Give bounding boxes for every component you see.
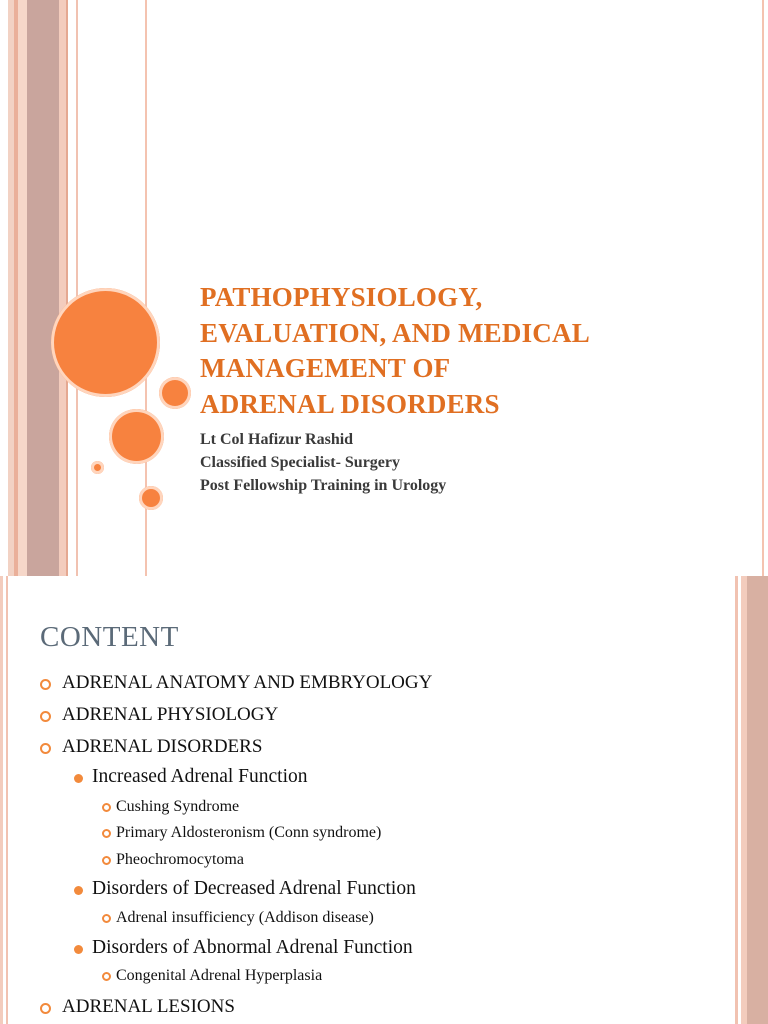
bullet-ring-icon xyxy=(102,856,111,865)
list-item: ADRENAL ANATOMY AND EMBRYOLOGY xyxy=(62,672,433,693)
bullet-ring-icon xyxy=(102,972,111,981)
slide-subtitle xyxy=(200,428,446,497)
decorative-circle xyxy=(91,461,104,474)
author-role: Classified Specialist- Surgery xyxy=(200,454,400,471)
bullet-ring-icon xyxy=(102,914,111,923)
list-item: Cushing Syndrome xyxy=(116,798,240,815)
decorative-stripe xyxy=(747,576,768,1024)
decorative-stripe xyxy=(76,0,78,576)
content-slide xyxy=(0,576,768,1024)
decorative-stripe xyxy=(6,576,8,1024)
decorative-stripe xyxy=(0,576,3,1024)
decorative-circle xyxy=(139,486,163,510)
list-item: Adrenal insufficiency (Addison disease) xyxy=(116,909,374,926)
title-line: EVALUATION, AND MEDICAL xyxy=(200,317,590,348)
decorative-circle xyxy=(51,288,160,397)
author-training: Post Fellowship Training in Urology xyxy=(200,477,447,494)
title-line: PATHOPHYSIOLOGY, xyxy=(200,282,483,312)
decorative-stripe xyxy=(735,576,738,1024)
bullet-dot-icon xyxy=(74,945,83,954)
decorative-stripe xyxy=(18,0,27,576)
decorative-stripe xyxy=(66,0,68,576)
author-name: Lt Col Hafizur Rashid xyxy=(200,431,354,448)
bullet-ring-icon xyxy=(40,743,51,754)
bullet-ring-icon xyxy=(40,1003,51,1014)
decorative-circle xyxy=(159,377,191,409)
slide-title xyxy=(200,280,670,422)
bullet-ring-icon xyxy=(102,803,111,812)
bullet-dot-icon xyxy=(74,774,83,783)
decorative-circle xyxy=(109,409,164,464)
title-line: ADRENAL DISORDERS xyxy=(200,388,500,419)
list-item: Disorders of Abnormal Adrenal Function xyxy=(92,937,413,958)
list-item: ADRENAL LESIONS xyxy=(62,996,235,1017)
list-item: Primary Aldosteronism (Conn syndrome) xyxy=(116,824,382,841)
list-item: Increased Adrenal Function xyxy=(92,766,308,787)
list-item: ADRENAL DISORDERS xyxy=(62,736,263,757)
list-item: ADRENAL PHYSIOLOGY xyxy=(62,704,279,725)
list-item: Pheochromocytoma xyxy=(116,851,244,868)
bullet-ring-icon xyxy=(40,679,51,690)
list-item: Disorders of Decreased Adrenal Function xyxy=(92,878,416,899)
list-item: Congenital Adrenal Hyperplasia xyxy=(116,967,323,984)
title-line: MANAGEMENT OF xyxy=(200,353,451,383)
decorative-stripe xyxy=(762,0,764,576)
decorative-stripe xyxy=(27,0,59,576)
bullet-dot-icon xyxy=(74,886,83,895)
content-heading: CONTENT xyxy=(40,621,179,653)
bullet-ring-icon xyxy=(102,829,111,838)
decorative-stripe xyxy=(59,0,66,576)
bullet-ring-icon xyxy=(40,711,51,722)
